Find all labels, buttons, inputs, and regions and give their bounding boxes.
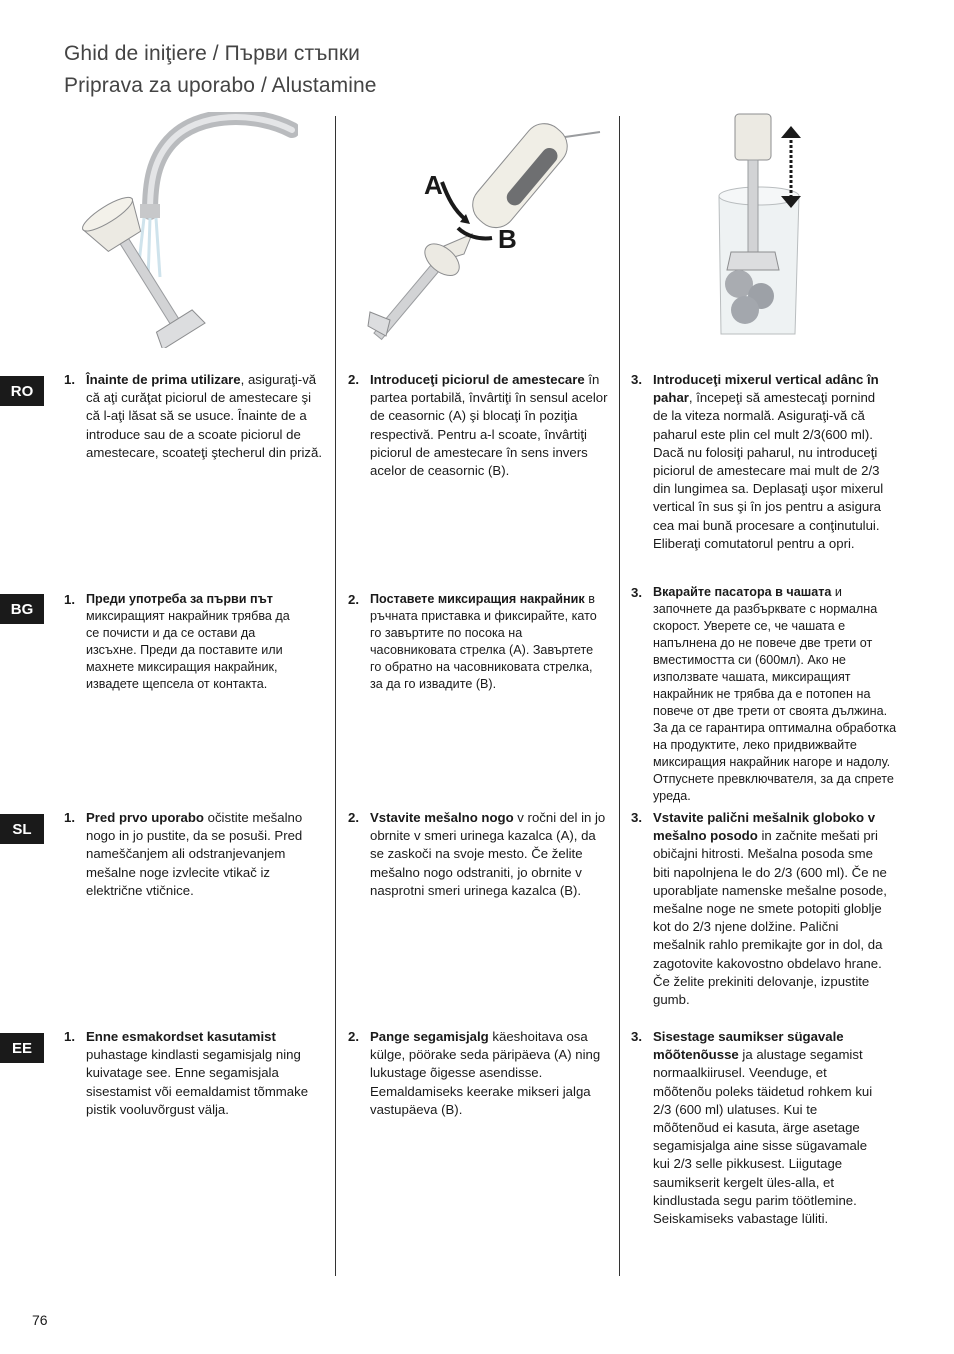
- step-text: in začnite mešati pri običajni hitrosti. Mešalna posoda sme biti napolnjena le do 2/3 (600 ml). Če ne uporabljate namenske mešalne posode, mešalne noge ne smete potopiti globlje kot do 2/3 njene dolžine. Palični mešalnik rahlo premikajte gor in dol, da zagotovite kakovostno obdelavo hrane. Če želite prekiniti delovanje, izpustite gumb.: [653, 828, 887, 1008]
- step-heading: Vstavite palični mešalnik globoko v mešalno posodo: [653, 810, 876, 844]
- language-tab-bg: BG: [0, 594, 44, 624]
- step-text: v ročni del in jo obrnite v smeri urinega kazalca (A), da se zaskoči na svoje mesto. Če želite mešalno nogo odstraniti, jo obrnite v nasprotni smeri urinega kazalca (B).: [370, 810, 606, 898]
- label-a: A: [424, 170, 443, 200]
- step-heading: Поставете миксиращия накрайник: [370, 592, 585, 606]
- step-heading: Introduceţi piciorul de amestecare: [370, 372, 585, 387]
- step-ee-3: [631, 1028, 907, 1228]
- step-number: 1.: [64, 372, 75, 387]
- step-sl-3: [631, 809, 907, 1009]
- language-tab-sl: SL: [0, 814, 44, 844]
- step-number: 1.: [64, 592, 75, 607]
- page-title-line-2: Priprava za uporabo / Alustamine: [64, 74, 377, 97]
- step-ro-1: [64, 371, 326, 462]
- step-heading: Introduceţi mixerul vertical adânc în pahar: [653, 372, 879, 406]
- step-ro-3: [631, 371, 907, 553]
- step-number: 2.: [348, 592, 359, 607]
- step-ro-2: [348, 371, 610, 480]
- step-heading: Enne esmakordset kasutamist: [86, 1029, 276, 1044]
- label-b: B: [498, 224, 517, 254]
- column-divider: [619, 116, 620, 1276]
- step-text: миксиращият накрайник трябва да се почисти и да се остави да изсъхне. Преди да поставите или махнете миксиращия накрайник, извадете щепсела от контакта.: [86, 609, 290, 691]
- step-number: 3.: [631, 810, 642, 825]
- step-sl-1: [64, 809, 326, 900]
- step-text: în partea portabilă, învârtiţi în sensul acelor de ceasornic (A) şi blocaţi în poziţia respectivă. Pentru a-l scoate, învârtiţi piciorul de amestecare în sens invers acelor de ceasornic (B).: [370, 372, 608, 479]
- step-heading: Sisestage saumikser sügavale mõõtenõusse: [653, 1029, 844, 1063]
- column-divider: [335, 116, 336, 1276]
- step-text: očistite mešalno nogo in jo pustite, da se posuši. Pred nameščanjem ali odstranjevanjem mešalne noge izvlecite vtikač iz električne vtičnice.: [86, 810, 303, 898]
- blend-in-beaker-illustration: [705, 112, 815, 342]
- step-text: ja alustage segamist normaalkiirusel. Veenduge, et mõõtenõu poleks täidetud rohkem kui 2/3 (600 ml) ulatuses. Kui te mõõtenõud ei kasuta, ärge asetage segamisjalga aine sisse sügavamale kui 2/3 selle pikkusest. Liigutage saumikserit kergelt üles-alla, et kindlustada segu parim töötlemine. Seiskamiseks vabastage lüliti.: [653, 1047, 873, 1227]
- step-heading: Вкарайте пасатора в чашата: [653, 585, 832, 599]
- step-number: 2.: [348, 1029, 359, 1044]
- step-heading: Преди употреба за първи път: [86, 592, 273, 606]
- step-heading: Pange segamisjalg: [370, 1029, 489, 1044]
- page-title-line-1: Ghid de iniţiere / Първи стъпки: [64, 42, 361, 65]
- language-tab-ee: EE: [0, 1033, 44, 1063]
- step-heading: Înainte de prima utilizare: [86, 372, 241, 387]
- attach-blending-foot-illustration: [362, 112, 608, 348]
- step-heading: Pred prvo uporabo: [86, 810, 204, 825]
- step-number: 1.: [64, 1029, 75, 1044]
- page-number: 76: [32, 1312, 48, 1328]
- step-sl-2: [348, 809, 610, 900]
- language-tab-ro: RO: [0, 376, 44, 406]
- step-number: 3.: [631, 1029, 642, 1044]
- step-bg-2: [348, 591, 610, 693]
- step-text: käeshoitava osa külge, pöörake seda päripäeva (A) ning lukustage õigesse asendisse. Eemaldamiseks keerake mikseri jalga vastupäeva (B).: [370, 1029, 601, 1117]
- step-text: puhastage kindlasti segamisjalg ning kuivatage see. Enne segamisjala sisestamist või eemaldamist tõmmake pistik vooluvõrgust välja.: [86, 1047, 309, 1117]
- step-number: 2.: [348, 810, 359, 825]
- step-number: 3.: [631, 585, 642, 600]
- step-ee-1: [64, 1028, 326, 1119]
- step-bg-3: [631, 584, 907, 805]
- step-text: и започнете да разбърквате с нормална скорост. Уверете се, че чашата е напълнена до не повече две трети от вместимостта си (600мл). Ако не използвате чашата, миксиращият накрайник не трябва да е потопен на повече от две трети от своята дължина. За да се гарантира оптимална обработка на продуктите, леко придвижвайте миксиращия накрайник нагоре и надолу. Отпуснете превключвателя, за да спрете уреда.: [653, 585, 897, 803]
- rinse-blending-foot-illustration: [78, 112, 298, 348]
- step-text: , asiguraţi-vă că aţi curăţat piciorul de amestecare şi că l-aţi lăsat să se usuce. Înainte de a introduce sau de a scoate piciorul de amestecare, scoateţi ştecherul din priză.: [86, 372, 323, 460]
- step-text: в ръчната приставка и фиксирайте, като го завъртите по посока на часовниковата стрелка (A). Завъртете го обратно на часовниковата стрелка, за да го извадите (B).: [370, 592, 597, 691]
- step-ee-2: [348, 1028, 610, 1119]
- step-number: 2.: [348, 372, 359, 387]
- step-heading: Vstavite mešalno nogo: [370, 810, 514, 825]
- step-bg-1: [64, 591, 326, 693]
- step-text: , începeţi să amestecaţi pornind de la viteza normală. Asiguraţi-vă că paharul este plin cel mult 2/3(600 ml). Dacă nu folosiţi paharul, nu introduceţi piciorul de amestecare mai mult de 2/3 din lungimea sa. Deplasaţi uşor mixerul vertical în sus şi în jos pentru a asigura cea mai bună procesare a conţinutului. Eliberaţi comutatorul pentru a opri.: [653, 390, 884, 551]
- step-number: 1.: [64, 810, 75, 825]
- step-number: 3.: [631, 372, 642, 387]
